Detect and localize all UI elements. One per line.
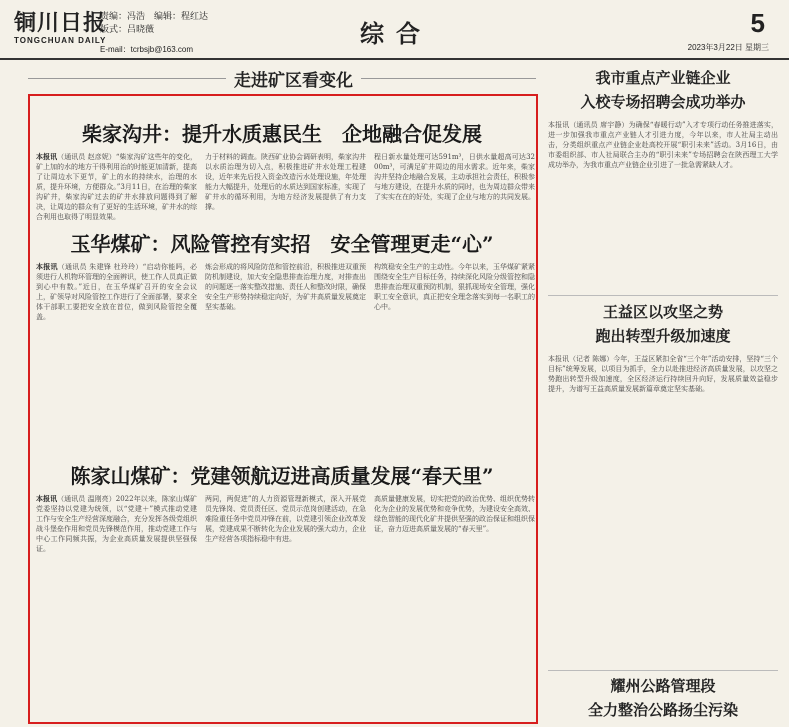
article-2-col-2: 炼会形成的将风险防范和管控前沿，积极推进双重预防机制建设，加大安全隐患排查治理力度，对排查出的问题逐一落实整改措施、责任人和整改时限，确保安全生产形势持续稳定向好，为矿井高质量发展奠定坚实基础。	[205, 263, 366, 311]
right-article-1-headline-1: 我市重点产业链企业	[595, 69, 731, 87]
article-2-headline-wrap	[34, 228, 530, 257]
article-3-body	[36, 494, 535, 714]
article-1-byline: 本报讯	[36, 152, 58, 161]
right-article-1-body: 本报讯（通讯员 席宇静）为确保“春暖行动”入才专项行动任务推进落实，进一步加强我市重点产业链人才引进力度，今年以来，市人社局主动出击，分类组织重点产业链企业赴高校开展“职引未来”活动。3月16日，由市委组织部、市人社局联合主办的“职引未来”专场招聘会在陕西理工大学成功举办，为我市重点产业链企业引进了一批急需紧缺人才。	[548, 121, 778, 169]
newspaper-logo: 铜川日报	[14, 10, 107, 36]
staff-line-1: 责编：冯浩 编辑：程红达	[100, 11, 209, 21]
article-3-headline: 陈家山煤矿：党建领航迈进高质量发展“春天里”	[70, 464, 494, 488]
banner-title: 走进矿区看变化	[226, 71, 361, 91]
right-article-1	[548, 66, 778, 290]
section-title: 综合	[360, 19, 432, 48]
right-article-2-headline-2: 跑出转型升级加速度	[595, 327, 731, 345]
article-2-body	[36, 262, 535, 412]
right-divider-2	[548, 670, 778, 671]
article-1-col-2: 力于材料的调查。陕西矿业协会调研表明，柴家沟井以水质治理为切入点，积极推进矿井水处理工程建设，近年来先后投入资金改造污水处理设施，年处理能力大幅提升，处理后的水质达到国家标准，实现了矿井水的循环利用，为地方经济发展提供了有力支撑。	[205, 153, 366, 211]
article-1-body	[36, 152, 535, 222]
article-1-headline-wrap	[34, 118, 530, 147]
article-2-headline: 玉华煤矿：风险管控有实招 安全管理更走“心”	[70, 232, 494, 256]
right-article-3-headline-1: 耀州公路管理段	[610, 677, 716, 695]
article-3-headline-wrap	[34, 460, 530, 489]
right-divider-1	[548, 295, 778, 296]
article-3-col-3: 高质量健康发展，切实把党的政治优势、组织优势转化为企业的发展优势和竞争优势，为建设安全高效、绿色智能的现代化矿井提供坚强的政治保证和组织保证，奋力迈进高质量发展的“春天里”。	[374, 495, 535, 533]
contact-email: E-mail：tcrbsjb@163.com	[100, 45, 194, 54]
right-article-2	[548, 300, 778, 654]
article-2-col-1	[36, 262, 197, 412]
article-2-col-3: 构筑稳安全生产的主动性。今年以来，玉华煤矿紧紧围绕安全生产目标任务，持续深化风险分级管控和隐患排查治理双重预防机制，狠抓现场安全管理，强化职工安全意识，真正把安全理念落实到每一名职工的心中。	[374, 263, 535, 311]
right-article-3-headline-2: 全力整治公路扬尘污染	[587, 701, 738, 719]
masthead	[0, 0, 789, 60]
newspaper-logo-english: TONGCHUAN DAILY	[14, 36, 107, 45]
article-3-col-2: 两同，两促进”的人力资源管理新模式，深入开展党员先锋岗、党员责任区、党员示范岗创建活动，在急难险重任务中党员冲锋在前，以党建引领企业改革发展，党建成果不断转化为企业发展的强大动力，企业生产经营各项指标稳中有进。	[205, 495, 366, 543]
staff-line-2: 版式：吕晓薇	[100, 24, 155, 34]
article-1-col-1	[36, 152, 197, 222]
article-2-byline: 本报讯	[36, 262, 58, 271]
article-3-byline: 本报讯	[36, 494, 58, 503]
right-article-2-body: 本报讯（记者 陈娜）今年，王益区紧扣全省“三个年”活动安排，坚持“三个目标”统筹发展，以项目为抓手，全力以赴推进经济高质量发展，以攻坚之势跑出转型升级加速度，全区经济运行持续回升向好，发展质量效益稳步提升，为谱写王益高质量发展新篇章奠定坚实基础。	[548, 355, 778, 393]
article-1-text-1: （通讯员 赵彦妮）“柴家沟矿这些年的变化，矿上加的水的地方干得利用治的时能更加清新，提高了让周边水下更节，矿上的水的持续水，治理的水质，提升环境，方便群众。”3月11日，在治理的柴家沟矿井，柴家沟矿过去的矿井水排放问题得到了解决，让周边的群众有了更好的生活环境，矿井水的综合利用也取得了明显效果。	[36, 153, 197, 221]
right-article-2-headline-1: 王益区以攻坚之势	[602, 303, 723, 321]
right-article-1-headline-2: 入校专场招聘会成功举办	[580, 93, 746, 111]
article-3-col-1	[36, 494, 197, 714]
article-1-headline: 柴家沟井：提升水质惠民生 企地融合促发展	[82, 122, 482, 146]
article-3-text-1: （通讯员 温刚亮）2022年以来，陈家山煤矿党委坚持以党建为统领，以“党建＋”模式推动党建工作与安全生产经营深度融合，充分发挥各级党组织战斗堡垒作用和党员先锋模范作用，推动党建工作与中心工作同频共振，为企业高质量发展提供坚强保证。	[36, 495, 197, 553]
topic-banner	[28, 64, 536, 90]
right-article-3	[548, 674, 778, 722]
staff-credits	[100, 10, 208, 36]
article-2-text-1: （通讯员 朱建锋 杜玲玲）“启动你能吗，必须进行人机物环管理的全面辨识，使工作人员真正做到心中有数。”近日，在玉华煤矿召开的安全会议上，矿领导对风险管控工作进行了全面部署，要求全体干部职工要把安全放在首位，做到风险管控全覆盖。	[36, 263, 197, 321]
article-1-col-3: 程日新水量处理可达591m³，日供水量超高可达3200m³，可满足矿井周边的用水需求。近年来，柴家沟井坚持企地融合发展，主动承担社会责任，积极参与地方建设，在提升水质的同时，也为周边群众带来了实实在在的好处，实现了企业与地方的共同发展。	[374, 153, 535, 201]
issue-date: 2023年3月22日 星期三	[687, 43, 769, 52]
page-number: 5	[750, 8, 765, 38]
